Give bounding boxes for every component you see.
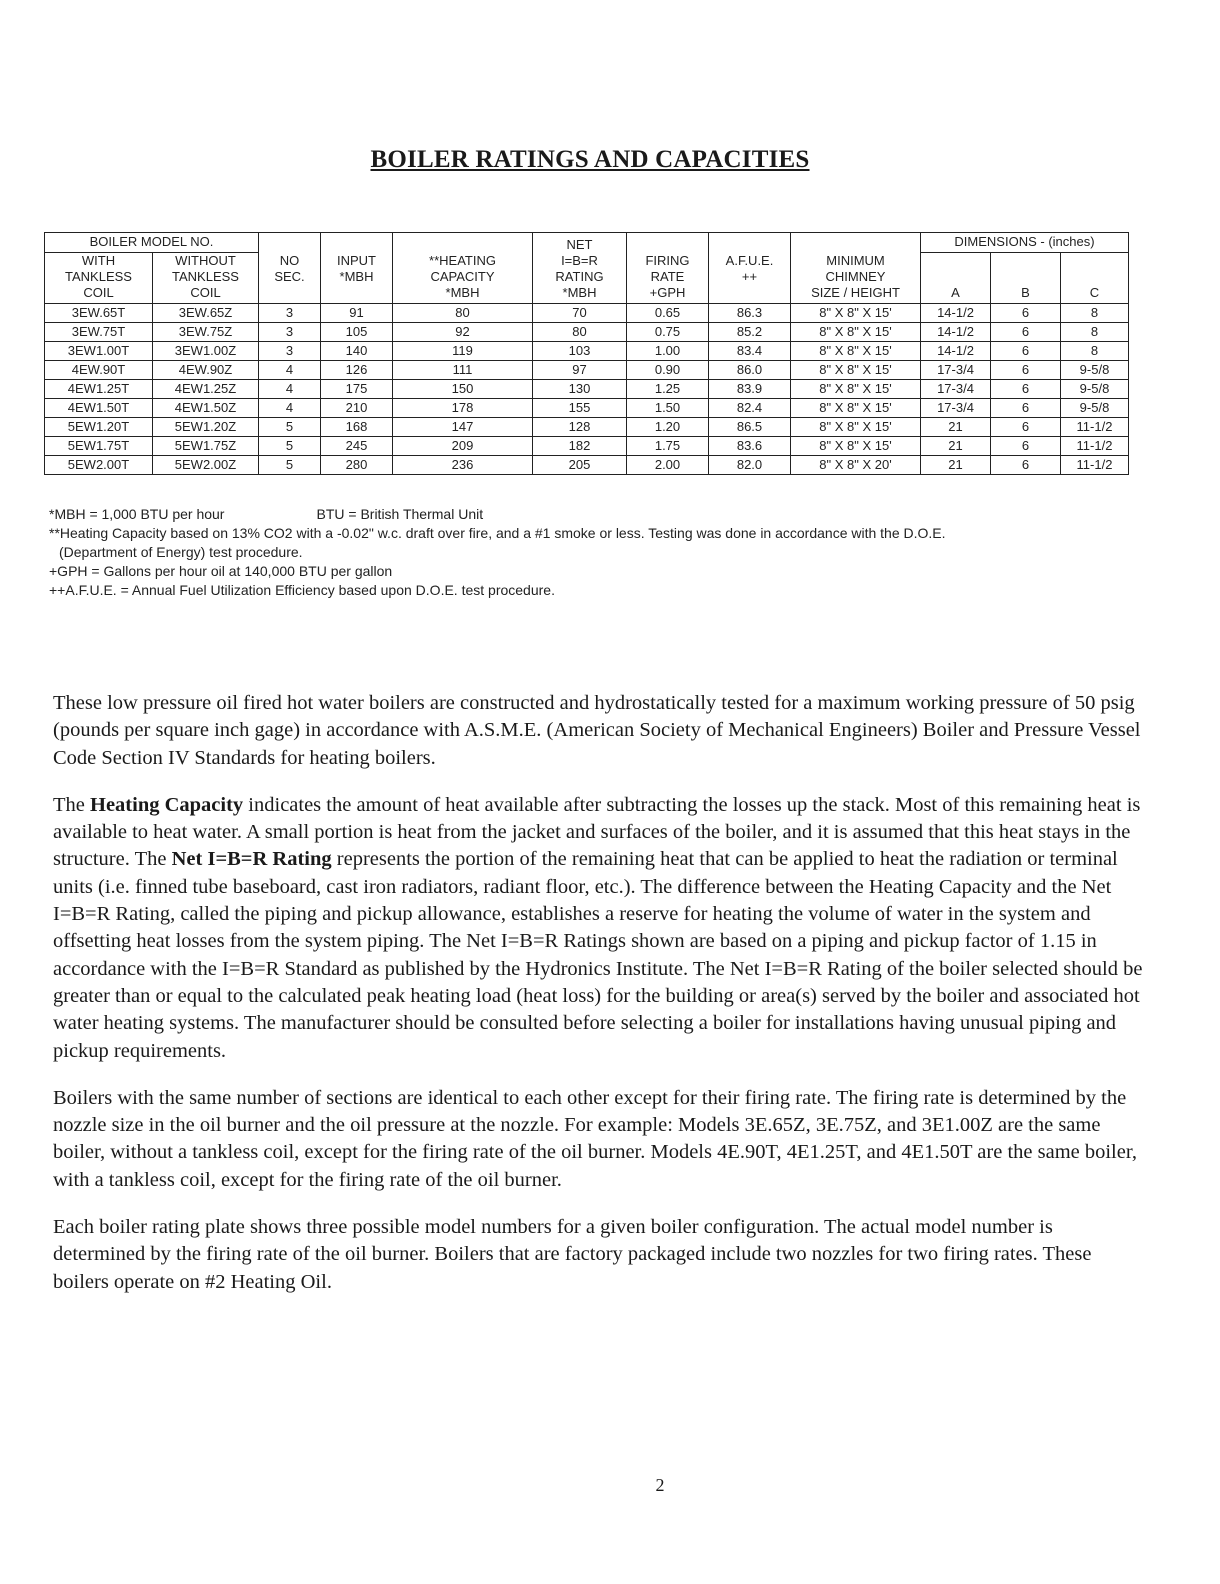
col-dim-a: A (921, 253, 991, 304)
term-net-rating: Net I=B=R Rating (171, 848, 332, 871)
table-cell: 4EW1.25Z (153, 380, 259, 399)
paragraph-rating-plate: Each boiler rating plate shows three possible model numbers for a given boiler configuration. The actual model number is determined by the firing rate of the oil burner. Boilers that are factory packaged include two nozzles for two firing rates. These boilers operate on #2 Heating Oil. (53, 1216, 1092, 1293)
table-row (45, 304, 1129, 323)
table-cell: 83.6 (709, 437, 791, 456)
table-cell: 82.4 (709, 399, 791, 418)
paragraph-sections: Boilers with the same number of sections are identical to each other except for their firing rate. The firing rate is determined by the nozzle size in the oil burner and the oil pressure at the nozzle. For example: Models 3E.65Z, 3E.75Z, and 3E1.00Z are the same boiler, without a tankless coil, except for the firing rate of the oil burner. Models 4E.90T, 4E1.25T, and 4E1.50T are the same boiler, with a tankless coil, except for the firing rate of the oil burner. (53, 1086, 1137, 1191)
table-cell: 17-3/4 (921, 399, 991, 418)
note-afue: ++A.F.U.E. = Annual Fuel Utilization Efficiency based upon D.O.E. test procedure. (49, 582, 555, 598)
table-cell: 17-3/4 (921, 380, 991, 399)
table-cell: 3EW1.00Z (153, 342, 259, 361)
table-cell: 86.5 (709, 418, 791, 437)
dimensions-group-header: DIMENSIONS - (inches) (921, 233, 1129, 253)
table-cell: 3 (259, 342, 321, 361)
table-cell: 5EW1.75Z (153, 437, 259, 456)
table-cell: 3 (259, 304, 321, 323)
table-cell: 4EW1.50Z (153, 399, 259, 418)
table-cell: 0.65 (627, 304, 709, 323)
table-cell: 3EW1.00T (45, 342, 153, 361)
table-cell: 4 (259, 361, 321, 380)
table-cell: 11-1/2 (1061, 437, 1129, 456)
table-cell: 5EW2.00T (45, 456, 153, 475)
table-cell: 8" X 8" X 15' (791, 418, 921, 437)
table-cell: 8" X 8" X 15' (791, 437, 921, 456)
table-cell: 97 (533, 361, 627, 380)
table-cell: 155 (533, 399, 627, 418)
table-cell: 210 (321, 399, 393, 418)
table-cell: 6 (991, 342, 1061, 361)
table-cell: 1.50 (627, 399, 709, 418)
col-input: INPUT *MBH (321, 233, 393, 304)
table-cell: 130 (533, 380, 627, 399)
note-heating: **Heating Capacity based on 13% CO2 with a -0.02" w.c. draft over fire, and a #1 smoke or less. Testing was done in accordance with the D.O.E. (49, 525, 946, 541)
table-cell: 105 (321, 323, 393, 342)
table-cell: 9-5/8 (1061, 361, 1129, 380)
table-cell: 168 (321, 418, 393, 437)
col-afue: A.F.U.E. ++ (709, 233, 791, 304)
page-number: 2 (655, 1475, 665, 1495)
table-cell: 5 (259, 456, 321, 475)
table-cell: 8" X 8" X 20' (791, 456, 921, 475)
table-cell: 6 (991, 437, 1061, 456)
table-cell: 17-3/4 (921, 361, 991, 380)
table-cell: 92 (393, 323, 533, 342)
table-cell: 6 (991, 380, 1061, 399)
table-cell: 6 (991, 304, 1061, 323)
table-cell: 3EW.65T (45, 304, 153, 323)
table-cell: 4EW1.25T (45, 380, 153, 399)
table-cell: 3EW.65Z (153, 304, 259, 323)
table-cell: 5 (259, 418, 321, 437)
table-cell: 147 (393, 418, 533, 437)
table-cell: 6 (991, 361, 1061, 380)
table-cell: 209 (393, 437, 533, 456)
table-cell: 85.2 (709, 323, 791, 342)
table-cell: 6 (991, 399, 1061, 418)
table-cell: 6 (991, 323, 1061, 342)
paragraph-pressure: These low pressure oil fired hot water boilers are constructed and hydrostatically tested for a maximum working pressure of 50 psig (pounds per square inch gage) in accordance with A.S.M.E. (American Society of Mechanical Engineers) Boiler and Pressure Vessel Code Section IV Standards for heating boilers. (53, 692, 1141, 769)
table-row (45, 342, 1129, 361)
table-cell: 5EW1.75T (45, 437, 153, 456)
table-cell: 119 (393, 342, 533, 361)
col-net-rating: NET I=B=R RATING *MBH (533, 233, 627, 304)
table-cell: 9-5/8 (1061, 380, 1129, 399)
table-row (45, 456, 1129, 475)
col-firing-rate: FIRING RATE +GPH (627, 233, 709, 304)
table-cell: 140 (321, 342, 393, 361)
table-cell: 6 (991, 456, 1061, 475)
table-cell: 80 (533, 323, 627, 342)
table-cell: 8 (1061, 323, 1129, 342)
col-dim-c: C (1061, 253, 1129, 304)
table-cell: 70 (533, 304, 627, 323)
note-btu: BTU = British Thermal Unit (316, 506, 484, 522)
table-cell: 1.00 (627, 342, 709, 361)
page-title: BOILER RATINGS AND CAPACITIES (370, 146, 810, 173)
table-cell: 8 (1061, 342, 1129, 361)
table-cell: 6 (991, 418, 1061, 437)
table-cell: 5EW1.20T (45, 418, 153, 437)
footnotes (49, 505, 1169, 600)
table-cell: 245 (321, 437, 393, 456)
table-cell: 82.0 (709, 456, 791, 475)
table-cell: 21 (921, 456, 991, 475)
note-gph: +GPH = Gallons per hour oil at 140,000 BTU per gallon (49, 563, 393, 579)
paragraph-heating-capacity: The Heating Capacity indicates the amount of heat available after subtracting the losses up the stack. Most of this remaining heat is available to heat water. A small portion is heat from the jacket and surfaces of the boiler, and it is assumed that this heat stays in the structure. The Net I=B=R Rating represents the portion of the remaining heat that can be applied to heat the radiation or terminal units (i.e. finned tube baseboard, cast iron radiators, radiant floor, etc.). The difference between the Heating Capacity and the Net I=B=R Rating, called the piping and pickup allowance, establishes a reserve for heating the volume of water in the system and offsetting heat losses from the system piping. The Net I=B=R Ratings shown are based on a piping and pickup factor of 1.15 in accordance with the I=B=R Standard as published by the Hydronics Institute. The Net I=B=R Rating of the boiler selected should be greater than or equal to the calculated peak heating load (heat loss) for the building or area(s) served by the boiler and associated hot water heating systems. The manufacturer should be consulted before selecting a boiler for installations having unusual piping and pickup requirements. (53, 793, 1143, 1062)
table-cell: 4EW.90T (45, 361, 153, 380)
table-cell: 9-5/8 (1061, 399, 1129, 418)
table-row (45, 323, 1129, 342)
term-heating-capacity: Heating Capacity (90, 793, 244, 816)
table-cell: 111 (393, 361, 533, 380)
table-cell: 11-1/2 (1061, 418, 1129, 437)
table-cell: 3EW.75Z (153, 323, 259, 342)
table-cell: 14-1/2 (921, 342, 991, 361)
col-without-tankless: WITHOUT TANKLESS COIL (153, 253, 259, 304)
table-cell: 5EW2.00Z (153, 456, 259, 475)
table-cell: 4EW.90Z (153, 361, 259, 380)
table-cell: 2.00 (627, 456, 709, 475)
col-no-sec: NO SEC. (259, 233, 321, 304)
table-cell: 182 (533, 437, 627, 456)
col-dim-b: B (991, 253, 1061, 304)
table-row (45, 399, 1129, 418)
table-cell: 14-1/2 (921, 304, 991, 323)
table-cell: 83.4 (709, 342, 791, 361)
col-chimney: MINIMUM CHIMNEY SIZE / HEIGHT (791, 233, 921, 304)
note-heating-cont: (Department of Energy) test procedure. (59, 544, 303, 560)
table-cell: 205 (533, 456, 627, 475)
table-cell: 83.9 (709, 380, 791, 399)
table-cell: 8 (1061, 304, 1129, 323)
table-cell: 5EW1.20Z (153, 418, 259, 437)
table-cell: 3 (259, 323, 321, 342)
table-cell: 1.20 (627, 418, 709, 437)
table-cell: 14-1/2 (921, 323, 991, 342)
table-cell: 1.75 (627, 437, 709, 456)
table-cell: 86.3 (709, 304, 791, 323)
table-row (45, 437, 1129, 456)
ratings-table (44, 232, 1129, 475)
table-cell: 4EW1.50T (45, 399, 153, 418)
table-cell: 236 (393, 456, 533, 475)
note-mbh: *MBH = 1,000 BTU per hour BTU = British Thermal Unit (49, 506, 484, 522)
table-cell: 1.25 (627, 380, 709, 399)
model-group-header: BOILER MODEL NO. (45, 233, 259, 253)
table-cell: 5 (259, 437, 321, 456)
table-row (45, 418, 1129, 437)
body-text (53, 690, 1143, 1316)
table-cell: 8" X 8" X 15' (791, 361, 921, 380)
table-cell: 21 (921, 437, 991, 456)
table-row (45, 361, 1129, 380)
table-cell: 4 (259, 380, 321, 399)
table-cell: 280 (321, 456, 393, 475)
table-cell: 8" X 8" X 15' (791, 323, 921, 342)
table-cell: 91 (321, 304, 393, 323)
table-cell: 150 (393, 380, 533, 399)
table-cell: 11-1/2 (1061, 456, 1129, 475)
table-cell: 126 (321, 361, 393, 380)
table-cell: 0.90 (627, 361, 709, 380)
table-cell: 80 (393, 304, 533, 323)
table-cell: 128 (533, 418, 627, 437)
table-row (45, 380, 1129, 399)
table-cell: 8" X 8" X 15' (791, 342, 921, 361)
table-cell: 175 (321, 380, 393, 399)
table-cell: 8" X 8" X 15' (791, 304, 921, 323)
table-cell: 4 (259, 399, 321, 418)
table-cell: 0.75 (627, 323, 709, 342)
col-heating-capacity: **HEATING CAPACITY *MBH (393, 233, 533, 304)
table-cell: 8" X 8" X 15' (791, 399, 921, 418)
table-cell: 86.0 (709, 361, 791, 380)
table-cell: 21 (921, 418, 991, 437)
table-cell: 103 (533, 342, 627, 361)
table-cell: 178 (393, 399, 533, 418)
col-with-tankless: WITH TANKLESS COIL (45, 253, 153, 304)
table-cell: 8" X 8" X 15' (791, 380, 921, 399)
table-cell: 3EW.75T (45, 323, 153, 342)
